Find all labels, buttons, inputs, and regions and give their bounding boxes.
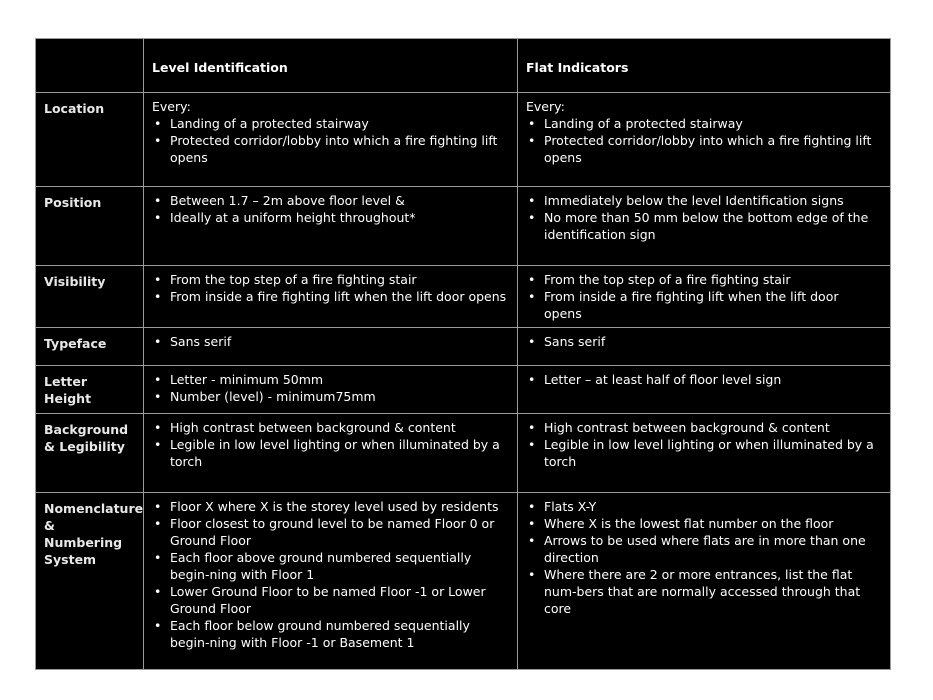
header-flat-indicators: Flat Indicators <box>517 39 890 92</box>
header-level-identification: Level Identification <box>143 39 517 92</box>
flat-indicators-cell <box>517 414 890 492</box>
level-identification-cell <box>143 366 517 413</box>
row-label: Typeface <box>44 336 107 351</box>
row-label: Letter Height <box>44 374 92 406</box>
flat-indicators-cell <box>517 93 890 186</box>
level-identification-cell <box>143 493 517 669</box>
list-item: • Each floor above ground numbered sequentially begin-ning with Floor 1 <box>152 549 507 583</box>
list-item: • Sans serif <box>526 333 880 350</box>
header-row <box>36 39 890 92</box>
list-item: • Legible in low level lighting or when illuminated by a torch <box>152 436 507 470</box>
list-item: • Protected corridor/lobby into which a fire fighting lift opens <box>526 132 880 166</box>
table-row <box>36 327 890 365</box>
list-item: • Legible in low level lighting or when illuminated by a torch <box>526 436 880 470</box>
flat-indicators-cell <box>517 266 890 327</box>
header-empty-cell <box>36 39 143 92</box>
flat-indicators-cell <box>517 493 890 669</box>
cell-lead-text: Every: <box>152 99 191 114</box>
list-item: • Flats X-Y <box>526 498 880 515</box>
flat-indicators-cell <box>517 328 890 365</box>
list-item: • Number (level) - minimum75mm <box>152 388 507 405</box>
list-item: • Protected corridor/lobby into which a fire fighting lift opens <box>152 132 507 166</box>
list-item: • Lower Ground Floor to be named Floor -1 or Lower Ground Floor <box>152 583 507 617</box>
row-label: Position <box>44 195 102 210</box>
table-row <box>36 492 890 669</box>
table-row <box>36 413 890 492</box>
list-item: • Each floor below ground numbered sequentially begin-ning with Floor -1 or Basement 1 <box>152 617 507 651</box>
list-item: • Letter – at least half of floor level sign <box>526 371 880 388</box>
row-label: Background & Legibility <box>44 422 129 454</box>
cell-lead-text: Every: <box>526 99 565 114</box>
table-row <box>36 265 890 327</box>
flat-indicators-cell <box>517 187 890 265</box>
list-item: • From the top step of a fire fighting stair <box>526 271 880 288</box>
list-item: • No more than 50 mm below the bottom edge of the identification sign <box>526 209 880 243</box>
list-item: • Between 1.7 – 2m above floor level & <box>152 192 507 209</box>
list-item: • Floor closest to ground level to be named Floor 0 or Ground Floor <box>152 515 507 549</box>
list-item: • From inside a fire fighting lift when the lift door opens <box>152 288 507 305</box>
signage-requirements-table <box>35 38 891 670</box>
level-identification-cell <box>143 187 517 265</box>
table-row <box>36 365 890 413</box>
list-item: • Landing of a protected stairway <box>152 115 507 132</box>
list-item: • Landing of a protected stairway <box>526 115 880 132</box>
level-identification-cell <box>143 328 517 365</box>
list-item: • High contrast between background & content <box>526 419 880 436</box>
level-identification-cell <box>143 414 517 492</box>
list-item: • High contrast between background & content <box>152 419 507 436</box>
level-identification-cell <box>143 266 517 327</box>
list-item: • From inside a fire fighting lift when the lift door opens <box>526 288 880 322</box>
list-item: • Floor X where X is the storey level used by residents <box>152 498 507 515</box>
table-row <box>36 186 890 265</box>
list-item: • Sans serif <box>152 333 507 350</box>
list-item: • Immediately below the level Identification signs <box>526 192 880 209</box>
table-row <box>36 92 890 186</box>
list-item: • Arrows to be used where flats are in more than one direction <box>526 532 880 566</box>
row-label: Visibility <box>44 274 106 289</box>
list-item: • Ideally at a uniform height throughout* <box>152 209 507 226</box>
flat-indicators-cell <box>517 366 890 413</box>
list-item: • Where X is the lowest flat number on the floor <box>526 515 880 532</box>
list-item: • Where there are 2 or more entrances, list the flat num-bers that are normally accessed through that core <box>526 566 880 617</box>
row-label: Location <box>44 101 105 116</box>
level-identification-cell <box>143 93 517 186</box>
list-item: • Letter - minimum 50mm <box>152 371 507 388</box>
row-label: Nomenclature & Numbering System <box>44 501 144 567</box>
list-item: • From the top step of a fire fighting stair <box>152 271 507 288</box>
